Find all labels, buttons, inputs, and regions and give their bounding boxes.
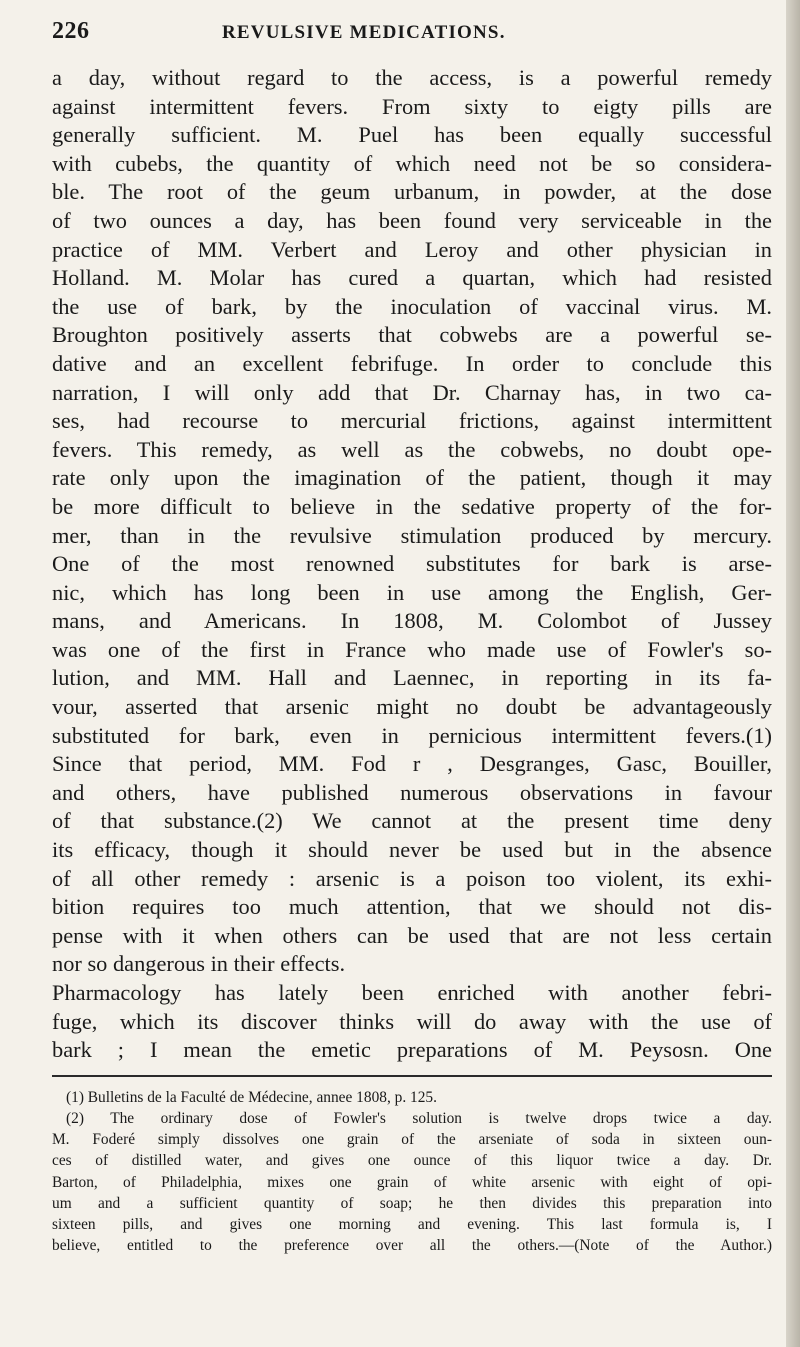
body-line: against intermittent fevers. From sixty to eigty pills are [52,93,772,119]
body-line: practice of MM. Verbert and Leroy and other physician in [52,236,772,262]
body-line: nor so dangerous in their effects. [52,951,346,977]
body-line: of that substance.(2) We cannot at the present time deny [52,808,772,834]
footnote-line: Barton, of Philadelphia, mixes one grain of white arsenic with eight of opi- [52,1173,772,1191]
body-line: its efficacy, though it should never be used but in the absence [52,837,772,863]
body-line: of all other remedy : arsenic is a poison too violent, its exhi- [52,865,772,891]
body-line: fuge, which its discover thinks will do away with the use of [52,1008,772,1034]
footnote-line: (2) The ordinary dose of Fowler's solution is twelve drops twice a day. [66,1109,772,1127]
body-line: ses, had recourse to mercurial frictions, against intermittent [52,408,772,434]
body-line: of two ounces a day, has been found very serviceable in the [52,207,772,233]
body-line: rate only upon the imagination of the patient, though it may [52,465,772,491]
body-line: vour, asserted that arsenic might no doubt be advantageously [52,694,772,720]
body-line: and others, have published numerous observations in favour [52,779,772,805]
body-line: Since that period, MM. Fod r , Desgranges, Gasc, Bouiller, [52,751,772,777]
body-line: mans, and Americans. In 1808, M. Colombot of Jussey [52,608,772,634]
body-line: was one of the first in France who made use of Fowler's so- [52,636,772,662]
body-line: mer, than in the revulsive stimulation produced by mercury. [52,522,772,548]
footnote-line: believe, entitled to the preference over all the others.—(Note of the Author.) [52,1237,772,1255]
body-line: Broughton positively asserts that cobwebs are a powerful se- [52,322,772,348]
body-line: nic, which has long been in use among the English, Ger- [52,579,772,605]
footnote-line: ces of distilled water, and gives one ounce of this liquor twice a day. Dr. [52,1152,772,1170]
footnote-line: (1) Bulletins de la Faculté de Médecine, annee 1808, p. 125. [66,1088,437,1106]
footnotes [52,1087,772,1257]
book-page [52,16,772,1256]
footnote-rule [52,1075,772,1077]
body-line: bark ; I mean the emetic preparations of M. Peysosn. One [52,1037,772,1063]
body-line: pense with it when others can be used that are not less certain [52,922,772,948]
footnote-line: sixteen pills, and gives one morning and evening. This last formula is, I [52,1216,772,1233]
footnote-line: M. Foderé simply dissolves one grain of the arseniate of soda in sixteen oun- [52,1131,772,1149]
body-line: substituted for bark, even in pernicious intermittent fevers.(1) [52,722,772,748]
body-line: dative and an excellent febrifuge. In order to conclude this [52,350,772,376]
body-line: fevers. This remedy, as well as the cobwebs, no doubt ope- [52,436,772,462]
body-line: with cubebs, the quantity of which need not be so considera- [52,150,772,176]
body-line: lution, and MM. Hall and Laennec, in reporting in its fa- [52,665,772,691]
body-text [52,64,772,1065]
body-line: generally sufficient. M. Puel has been equally successful [52,122,772,148]
page-header [52,16,772,46]
body-line: a day, without regard to the access, is a powerful remedy [52,65,772,90]
body-line: Holland. M. Molar has cured a quartan, which had resisted [52,265,772,291]
body-line: Pharmacology has lately been enriched with another febri- [52,980,772,1005]
footnote-line: um and a sufficient quantity of soap; he then divides this preparation into [52,1194,772,1212]
body-line: be more difficult to believe in the sedative property of the for- [52,493,772,519]
body-line: One of the most renowned substitutes for bark is arse- [52,551,772,577]
body-line: the use of bark, by the inoculation of vaccinal virus. M. [52,293,772,319]
running-head: REVULSIVE MEDICATIONS. [222,22,506,43]
page-edge-shadow [786,0,800,1347]
body-line: narration, I will only add that Dr. Charnay has, in two ca- [52,379,772,405]
body-line: bition requires too much attention, that we should not dis- [52,894,772,920]
body-line: ble. The root of the geum urbanum, in powder, at the dose [52,179,772,205]
page-number: 226 [52,18,90,44]
